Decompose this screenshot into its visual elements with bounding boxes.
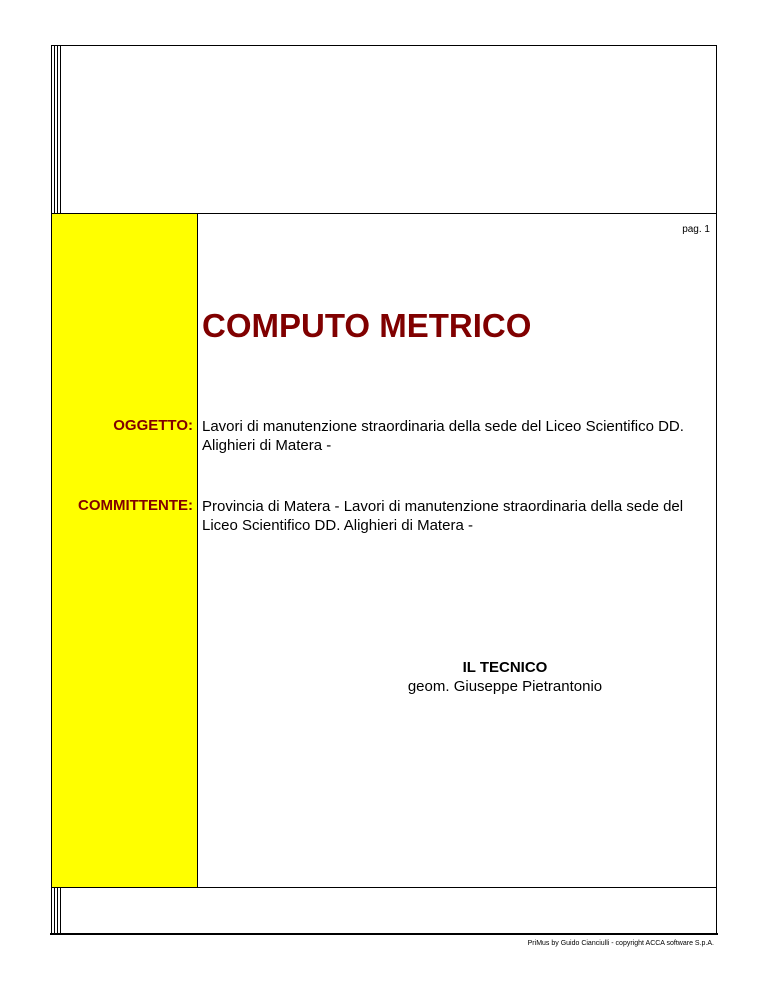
sidebar-separator <box>197 214 198 887</box>
yellow-sidebar <box>52 214 197 887</box>
footer-copyright: PriMus by Guido Cianciulli - copyright ACCA software S.p.A. <box>527 940 714 947</box>
oggetto-label: OGGETTO: <box>113 417 193 434</box>
footer-divider <box>51 887 717 888</box>
signature-block <box>380 658 630 696</box>
signature-name: geom. Giuseppe Pietrantonio <box>407 678 603 695</box>
frame-bottom-border <box>50 933 718 935</box>
oggetto-text: Lavori di manutenzione straordinaria della sede del Liceo Scientifico DD. Alighieri di Matera - <box>202 418 684 454</box>
committente-label: COMMITTENTE: <box>78 497 193 514</box>
committente-text: Provincia di Matera - Lavori di manutenzione straordinaria della sede del Liceo Scientifico DD. Alighieri di Matera - <box>202 498 684 534</box>
page-number: pag. 1 <box>682 224 710 235</box>
signature-heading: IL TECNICO <box>462 659 548 676</box>
document-title: COMPUTO METRICO <box>202 307 532 344</box>
